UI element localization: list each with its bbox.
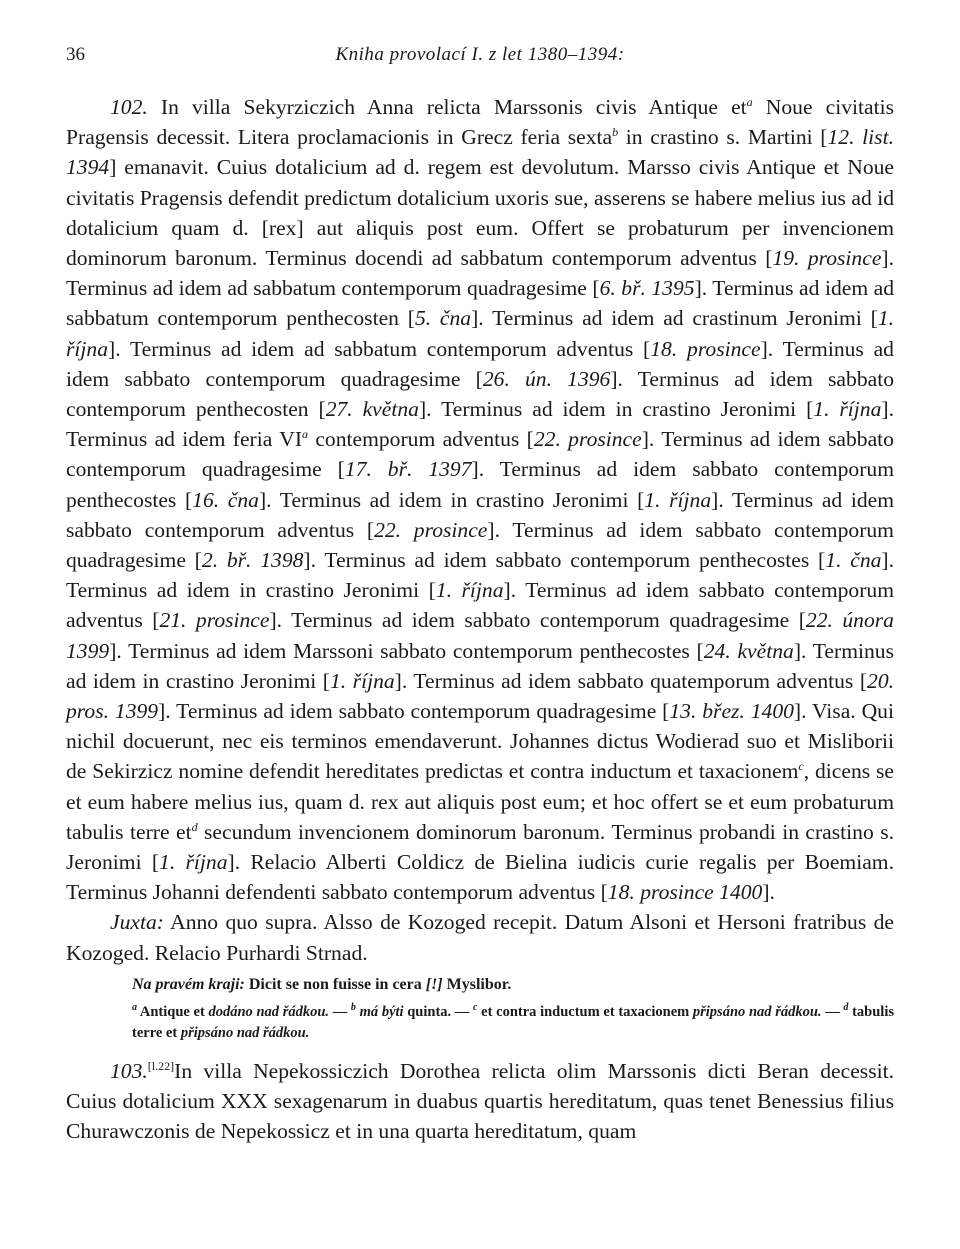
date-gloss: 20. pros. 1399 [66, 668, 895, 724]
text-span: ]. Terminus ad idem sabbato contemporum quadragesime [ [66, 517, 894, 573]
date-gloss: 22. prosince [374, 517, 488, 542]
footnote-d-ital: připsáno nad řádkou. [180, 1024, 310, 1041]
page [66, 38, 894, 1147]
text-span: contemporum adventus [ [308, 427, 534, 452]
body-text [66, 92, 894, 968]
footnote-separator: — [451, 1003, 474, 1020]
date-gloss: 1. října [813, 397, 882, 422]
text-span: ]. Terminus ad idem sabbato contemporum quadragesime [ [269, 608, 806, 633]
text-span: , dicens se et eum habere melius ius, quam d. rex aut aliquis post eum; et hoc offert se et eum probaturum tabulis terre et [66, 759, 894, 844]
footnote-b-ital: má býti [355, 1003, 404, 1020]
date-gloss: 21. prosince [159, 608, 270, 633]
margin-note-bracket: [!] [425, 975, 443, 993]
footnote-mark: b [612, 125, 619, 140]
text-span: ]. Terminus ad idem sabbato contemporum quadragesime [ [66, 427, 894, 482]
text-span: ]. Terminus ad idem feria VI [66, 397, 894, 452]
text-span: ]. Terminus ad idem ad crastinum Jeronimi [ [471, 306, 878, 331]
margin-note-text: Dicit se non fuisse in cera [244, 975, 426, 993]
text-span: ]. Terminus ad idem ad sabbatum contemporum adventus [ [108, 336, 651, 361]
juxta-paragraph [66, 907, 894, 967]
entry-102 [66, 92, 894, 907]
text-span: ]. Terminus ad idem sabbato contemporum penthecostes [ [303, 548, 826, 573]
footnote-b-mark: b [350, 1002, 356, 1014]
text-span: ]. Terminus ad idem sabbato quatemporum adventus [ [394, 668, 868, 693]
date-gloss: 12. list. 1394 [66, 125, 894, 180]
footnote-c-ital: připsáno nad řádkou. [692, 1003, 822, 1020]
date-gloss: 2. bř. 1398 [201, 548, 304, 573]
text-span: ]. Relacio Alberti Coldicz de Bielina iudicis curie regalis per Boemiam. Terminus Johanni defendenti sabbato contemporum adventus [ [66, 850, 894, 905]
date-gloss: 18. prosince [650, 336, 761, 361]
date-gloss: 1. října [66, 306, 895, 361]
margin-note-tail: Myslibor. [442, 975, 512, 993]
text-span: In villa Sekyrziczich Anna relicta Marssonis civis Antique et [147, 95, 747, 119]
text-span: ]. Terminus ad idem Marssoni sabbato contemporum penthecostes [ [109, 638, 704, 663]
date-gloss: 17. bř. 1397 [344, 457, 472, 482]
text-span: Noue civitatis Pragensis decessit. Litera proclamacionis in Grecz feria sexta [66, 95, 895, 150]
date-gloss: 16. čna [192, 487, 259, 512]
date-gloss: 1. října [159, 850, 228, 875]
footnote-mark: c [798, 759, 804, 774]
date-gloss: 1. čna [825, 548, 882, 573]
footnote-separator: — [821, 1003, 844, 1020]
footnote-c-text: et contra inductum et taxacionem [477, 1003, 693, 1020]
footnote-mark: d [191, 819, 198, 834]
date-gloss: 1. října [435, 578, 504, 603]
date-gloss: 22. prosince [533, 427, 642, 452]
text-span: ]. [762, 880, 775, 905]
juxta-text: Anno quo supra. Alsso de Kozoged recepit. Datum Alsoni et Hersoni fratribus de Kozoged. Relacio Purhardi Strnad. [66, 910, 894, 965]
superscript: a [302, 427, 309, 442]
text-span: in crastino s. Martini [ [618, 125, 828, 150]
footnote-a-text: Antique et [137, 1003, 209, 1020]
date-gloss: 6. bř. 1395 [599, 276, 695, 301]
running-title: Kniha provolací I. z let 1380–1394: [335, 44, 625, 65]
footnote-mark: a [746, 94, 753, 109]
text-span: ]. Terminus ad idem sabbato contemporum penthecosten [ [66, 366, 894, 422]
text-span: ]. Terminus ad idem ad sabbatum contemporum quadragesime [ [66, 246, 894, 301]
date-gloss: 19. prosince [772, 246, 882, 271]
text-span: secundum invencionem dominorum baronum. Terminus probandi in crastino s. Jeronimi [ [66, 819, 894, 875]
entry-number: 102. [110, 95, 148, 119]
date-gloss: 22. února 1399 [66, 608, 894, 663]
entry-103-block [66, 1056, 894, 1147]
margin-note [66, 974, 894, 996]
text-span: ]. Terminus ad idem sabbato contemporum adventus [ [66, 578, 895, 633]
margin-reference: [l.22] [147, 1058, 175, 1073]
text-span: ]. Terminus ad idem in crastino Jeronimi [ [258, 487, 645, 512]
text-span: ]. Terminus ad idem ad sabbatum contemporum penthecosten [ [66, 276, 895, 331]
date-gloss: 27. května [325, 397, 419, 422]
footnote-a-ital: dodáno nad řádkou. [208, 1003, 330, 1020]
entry-number: 103. [110, 1058, 148, 1083]
footnotes [66, 1002, 894, 1044]
date-gloss: 18. prosince 1400 [607, 880, 763, 905]
text-span: ]. Terminus ad idem sabbato contemporum adventus [ [66, 487, 895, 542]
footnote-c-mark: c [473, 1002, 478, 1014]
date-gloss: 5. čna [414, 306, 472, 331]
page-number: 36 [66, 44, 85, 65]
page-header [66, 38, 894, 78]
footnote-separator: — [329, 1003, 351, 1020]
footnote-b-text: quinta. [403, 1003, 452, 1020]
text-span: ]. Terminus ad idem sabbato contemporum penthecostes [ [66, 457, 895, 512]
date-gloss: 1. října [329, 668, 395, 693]
text-span: ]. Terminus ad idem in crastino Jeronimi [ [418, 397, 814, 422]
text-span: ]. Terminus ad idem in crastino Jeronimi [ [66, 638, 894, 693]
date-gloss: 26. ún. 1396 [482, 366, 611, 391]
text-span: ] emanavit. Cuius dotalicium ad d. regem est devolutum. Marsso civis Antique et Noue civitatis Pragensis defendit predictum dotalicium uxoris sue, asserens se habere melius ius ad id dotalicium quam d. [rex] aut aliquis post eum. Offert se probaturum per invencionem dominorum baronum. Terminus docendi ad sabbatum contemporum adventus [ [66, 155, 894, 271]
date-gloss: 13. břez. 1400 [669, 699, 794, 724]
footnote-a-mark: a [132, 1002, 137, 1014]
footnote-d-text: tabulis terre et [132, 1003, 894, 1041]
margin-note-label: Na pravém kraji: [132, 975, 245, 993]
text-span: ]. Terminus ad idem sabbato contemporum quadragesime [ [158, 699, 670, 724]
entry-103 [66, 1056, 894, 1147]
date-gloss: 1. října [644, 487, 712, 512]
text-span: ]. Terminus ad idem in crastino Jeronimi [ [66, 548, 895, 603]
text-span: ]. Terminus ad idem sabbato contemporum quadragesime [ [66, 336, 894, 391]
juxta-label: Juxta: [110, 910, 164, 935]
date-gloss: 24. května [703, 638, 794, 663]
text-span: ]. Visa. Qui nichil docuerunt, nec eis terminos emendaverunt. Johannes dictus Wodierad suo et Misliborii de Sekirzicz nomine defendit hereditates predictas et contra inductum et taxacionem [66, 699, 894, 784]
footnote-d-mark: d [843, 1002, 849, 1014]
entry-103-text: In villa Nepekossiczich Dorothea relicta olim Marssonis dicti Beran decessit. Cuius dotalicium XXX sexagenarum in duabus quartis hereditatum, quas tenet Benessius filius Churawczonis de Nepekossicz et in una quarta hereditatum, quam [66, 1058, 894, 1144]
